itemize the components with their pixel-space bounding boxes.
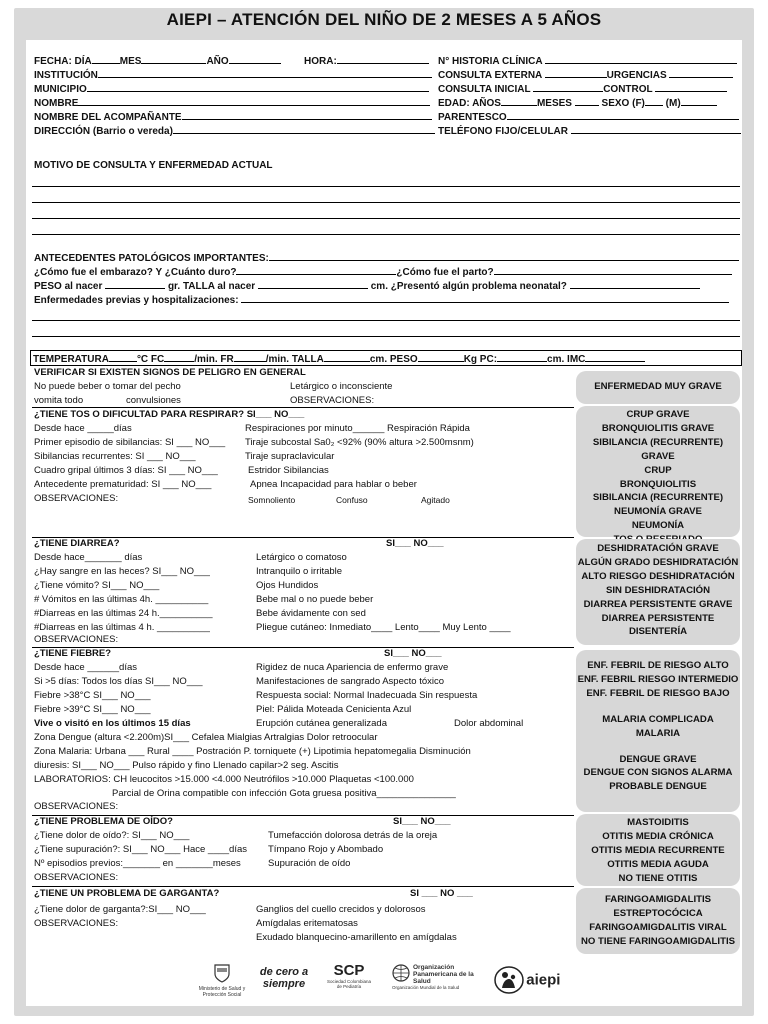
class-item: NO TIENE FARINGOAMIGDALITIS <box>580 935 736 947</box>
scp-logo <box>326 962 372 989</box>
fiebre-row[interactable]: Piel: Pálida Moteada Cenicienta Azul <box>256 704 412 715</box>
peso-field[interactable] <box>418 353 464 362</box>
direccion-field[interactable] <box>173 125 435 134</box>
fiebre-row[interactable]: Fiebre >39°C SI___ NO___ <box>34 704 151 715</box>
class-item: OTITIS MEDIA AGUDA <box>607 858 709 870</box>
diarrea-row[interactable]: Ojos Hundidos <box>256 580 319 591</box>
garganta-row[interactable]: Amígdalas eritematosas <box>256 918 358 929</box>
diarrea-row[interactable]: #Diarreas en las últimas 24 h.__________ <box>34 608 213 619</box>
decero-logo: de cero a siempre <box>259 966 309 990</box>
oido-row[interactable]: ¿Tiene dolor de oído?: SI___ NO___ <box>34 830 190 841</box>
class-diarrea <box>576 539 740 645</box>
talla-nacer-field[interactable] <box>258 280 368 289</box>
class-item: ESTREPTOCÓCICA <box>613 907 703 919</box>
fiebre-row[interactable]: Desde hace ______días <box>34 662 137 673</box>
class-item: NO TIENE OTITIS <box>618 872 698 884</box>
peligro-convulsiones[interactable]: convulsiones <box>126 395 181 406</box>
imc-label: cm. IMC <box>547 354 586 365</box>
urgencias-field[interactable] <box>669 69 733 78</box>
anio-field[interactable] <box>229 55 281 64</box>
class-fiebre <box>576 650 740 812</box>
class-item: OTITIS MEDIA RECURRENTE <box>591 844 725 856</box>
motivo-line-2[interactable] <box>32 202 740 203</box>
telefono-label: TELÉFONO FIJO/CELULAR <box>438 126 568 137</box>
divider <box>32 407 574 408</box>
municipio-label: MUNICIPIO <box>34 84 87 95</box>
class-item: CRUP GRAVE <box>626 409 690 420</box>
fiebre-erupcion[interactable]: Erupción cutánea generalizada <box>256 718 387 729</box>
diarrea-row[interactable]: ¿Hay sangre en las heces? SI___ NO___ <box>34 566 210 577</box>
oido-observaciones: OBSERVACIONES: <box>34 872 119 883</box>
class-item: DENGUE GRAVE <box>619 753 697 765</box>
motivo-line-4[interactable] <box>32 234 740 235</box>
peligro-title: VERIFICAR SI EXISTEN SIGNOS DE PELIGRO EN GENERAL <box>34 367 306 378</box>
peligro-letargico[interactable]: Letárgico o inconsciente <box>290 381 393 392</box>
nombre-group <box>34 97 430 109</box>
embarazo-label: ¿Cómo fue el embarazo? Y ¿Cuánto duro? <box>34 267 237 278</box>
diarrea-observaciones: OBSERVACIONES: <box>34 634 119 645</box>
edad-group <box>438 97 717 109</box>
historia-label: N° HISTORIA CLÍNICA <box>438 56 543 67</box>
respirar-row[interactable]: Tiraje supraclavicular <box>245 451 335 462</box>
oido-title: ¿TIENE PROBLEMA DE OÍDO? <box>34 816 173 827</box>
respirar-row[interactable]: Apnea Incapacidad para hablar o beber <box>250 479 417 490</box>
historia-field[interactable] <box>545 55 737 64</box>
control-field[interactable] <box>655 83 727 92</box>
respirar-row[interactable]: Cuadro gripal últimos 3 días: SI ___ NO___ <box>34 465 218 476</box>
class-item: ALTO RIESGO DESHIDRATACIÓN <box>581 570 735 582</box>
edad-anios-field[interactable] <box>501 97 537 106</box>
class-item: BRONQUIOLITIS <box>619 478 697 490</box>
respirar-row[interactable]: Tiraje subcostal Sa0₂ <92% (90% altura >2.500msnm) <box>245 437 474 448</box>
class-item: MALARIA COMPLICADA <box>602 713 714 725</box>
scp-sub-text: Sociedad Colombiana de Pediatría <box>326 979 372 989</box>
garganta-row[interactable]: ¿Tiene dolor de garganta?:SI___ NO___ <box>34 904 206 915</box>
fc-label: °C FC <box>136 354 165 365</box>
urgencias-label: URGENCIAS <box>606 70 667 81</box>
consulta-externa-group <box>438 69 733 81</box>
acompanante-group <box>34 111 432 123</box>
footer <box>26 960 742 1006</box>
aiepi-logo <box>494 966 580 994</box>
peso-nacer-label: PESO al nacer <box>34 281 103 292</box>
diarrea-row[interactable]: #Diarreas en las últimas 4 h. __________ <box>34 622 210 633</box>
ops-logo <box>392 964 488 990</box>
class-item: MALARIA <box>635 727 681 739</box>
class-item: ENFERMEDAD MUY GRAVE <box>594 381 722 392</box>
class-item: OTITIS MEDIA CRÓNICA <box>602 830 714 842</box>
parentesco-label: PARENTESCO <box>438 112 507 123</box>
diarrea-row[interactable]: # Vómitos en las últimas 4h. __________ <box>34 594 209 605</box>
parentesco-group <box>438 111 739 123</box>
fiebre-row[interactable]: Manifestaciones de sangrado Aspecto tóxico <box>256 676 445 687</box>
neonatal-field[interactable] <box>570 280 700 289</box>
enfermedades-line-2[interactable] <box>32 320 740 321</box>
fiebre-zona-malaria[interactable]: Zona Malaria: Urbana ___ Rural ____ Postración P. torniquete (+) Lipotimia hepatomegalia Disminución <box>34 746 471 757</box>
peligro-no-bebe[interactable]: No puede beber o tomar del pecho <box>34 381 181 392</box>
oido-row[interactable]: Supuración de oído <box>268 858 351 869</box>
peso-nacer-field[interactable] <box>105 280 165 289</box>
fiebre-row[interactable]: Respuesta social: Normal Inadecuada Sin respuesta <box>256 690 478 701</box>
ministerio-text: Ministerio de Salud y Protección Social <box>198 986 246 998</box>
spacer <box>576 701 740 713</box>
hora-field[interactable] <box>337 55 429 64</box>
edad-meses-field[interactable] <box>575 97 599 106</box>
fiebre-dolor-abdominal[interactable]: Dolor abdominal <box>454 718 524 729</box>
class-item: DISENTERÍA <box>628 626 688 638</box>
institucion-label: INSTITUCIÓN <box>34 70 98 81</box>
class-respirar <box>576 406 740 537</box>
fr-label: /min. FR <box>194 354 234 365</box>
institucion-group <box>34 69 432 81</box>
pc-label: Kg PC: <box>463 354 498 365</box>
class-item: DIARREA PERSISTENTE GRAVE <box>583 598 733 610</box>
diarrea-row[interactable]: Desde hace_______ días <box>34 552 143 563</box>
class-item: NEUMONÍA <box>631 520 685 532</box>
class-item: ENF. FEBRIL RIESGO INTERMEDIO <box>577 673 739 685</box>
parentesco-field[interactable] <box>507 111 739 120</box>
respirar-row[interactable]: Sibilancias recurrentes: SI ___ NO___ <box>34 451 196 462</box>
class-item: DESHIDRATACIÓN GRAVE <box>597 543 719 554</box>
sexo-m-label: (M) <box>665 98 681 109</box>
respirar-row[interactable]: Desde hace _____días <box>34 423 132 434</box>
consulta-inicial-field[interactable] <box>533 83 603 92</box>
enfermedades-field[interactable] <box>241 294 729 303</box>
direccion-group <box>34 125 435 137</box>
fiebre-laboratorios[interactable]: LABORATORIOS: CH leucocitos >15.000 <4.000 Neutrófilos >10.000 Plaquetas <100.000 <box>34 774 414 785</box>
peso-group <box>34 280 700 292</box>
oido-row[interactable]: ¿Tiene supuración?: SI___ NO___ Hace ____días <box>34 844 248 855</box>
consulta-externa-field[interactable] <box>545 69 607 78</box>
diarrea-title: ¿TIENE DIARREA? <box>34 538 120 549</box>
diarrea-row[interactable]: Bebe mal o no puede beber <box>256 594 374 605</box>
ops-text: Organización Panamericana de la Salud <box>413 964 474 985</box>
fr-field[interactable] <box>234 353 266 362</box>
vitals-row <box>33 353 645 365</box>
class-item: ENF. FEBRIL DE RIESGO BAJO <box>586 687 730 699</box>
meses-label: MESES <box>536 98 572 109</box>
parto-field[interactable] <box>494 266 732 275</box>
oido-row[interactable]: Nº episodios previos:_______ en _______meses <box>34 858 241 869</box>
diarrea-row[interactable]: Intranquilo o irritable <box>256 566 343 577</box>
divider <box>32 647 574 648</box>
enfermedades-label: Enfermedades previas y hospitalizaciones: <box>34 295 239 306</box>
fiebre-title: ¿TIENE FIEBRE? <box>34 648 112 659</box>
class-item: BRONQUIOLITIS GRAVE <box>601 422 715 434</box>
fiebre-row[interactable]: Si >5 días: Todos los días SI___ NO___ <box>34 676 203 687</box>
class-peligro <box>576 371 740 404</box>
parto-label: ¿Cómo fue el parto? <box>396 267 494 278</box>
consulta-inicial-group <box>438 83 727 95</box>
talla-nacer-label: gr. TALLA al nacer <box>167 281 256 292</box>
embarazo-field[interactable] <box>236 266 396 275</box>
fiebre-vive-visito: Vive o visitó en los últimos 15 días <box>34 718 191 729</box>
class-item: DIARREA PERSISTENTE <box>601 612 715 624</box>
direccion-label: DIRECCIÓN (Barrio o vereda) <box>34 126 173 137</box>
respirar-observaciones: OBSERVACIONES: <box>34 493 119 504</box>
acompanante-field[interactable] <box>182 111 432 120</box>
respirar-agitado[interactable]: Agitado <box>421 495 450 505</box>
nombre-field[interactable] <box>78 97 430 106</box>
talla-label: /min. TALLA <box>265 354 324 365</box>
ministerio-logo <box>192 962 252 998</box>
coat-of-arms-icon <box>211 962 233 984</box>
neonatal-label: cm. ¿Presentó algún problema neonatal? <box>370 281 567 292</box>
motivo-line-3[interactable] <box>32 218 740 219</box>
anio-label: AÑO <box>206 56 229 67</box>
temp-field[interactable] <box>109 353 137 362</box>
embarazo-group <box>34 266 732 278</box>
municipio-group <box>34 83 429 95</box>
peligro-vomita[interactable]: vomita todo <box>34 395 84 406</box>
motivo-label: MOTIVO DE CONSULTA Y ENFERMEDAD ACTUAL <box>34 160 273 171</box>
fiebre-orina[interactable]: Parcial de Orina compatible con infección Gota gruesa positiva_______________ <box>112 788 456 799</box>
scp-text: SCP <box>333 962 365 979</box>
edad-label: EDAD: AÑOS <box>438 98 501 109</box>
garganta-observaciones: OBSERVACIONES: <box>34 918 119 929</box>
historia-group <box>438 55 737 67</box>
garganta-title: ¿TIENE UN PROBLEMA DE GARGANTA? <box>34 888 220 899</box>
peligro-observaciones: OBSERVACIONES: <box>290 395 375 406</box>
fc-field[interactable] <box>164 353 194 362</box>
antecedentes-field[interactable] <box>269 252 739 261</box>
enfermedades-line-3[interactable] <box>32 336 740 337</box>
municipio-field[interactable] <box>87 83 429 92</box>
institucion-field[interactable] <box>98 69 432 78</box>
consulta-inicial-label: CONSULTA INICIAL <box>438 84 531 95</box>
hora-group <box>304 55 429 67</box>
class-item: ENF. FEBRIL DE RIESGO ALTO <box>587 660 729 671</box>
hora-label: HORA: <box>304 56 337 67</box>
respirar-row[interactable]: Respiraciones por minuto______ Respiración Rápida <box>245 423 470 434</box>
class-oido <box>576 814 740 886</box>
talla-field[interactable] <box>324 353 370 362</box>
garganta-row[interactable]: Ganglios del cuello crecidos y dolorosos <box>256 904 426 915</box>
telefono-group <box>438 125 741 137</box>
fiebre-row[interactable]: Fiebre >38°C SI___ NO___ <box>34 690 151 701</box>
fiebre-diuresis[interactable]: diuresis: SI___ NO___ Pulso rápido y fino Llenado capilar>2 seg. Ascitis <box>34 760 339 771</box>
fiebre-si-no[interactable]: SI___ NO___ <box>384 648 442 659</box>
imc-field[interactable] <box>585 353 645 362</box>
aiepi-text: aiepi <box>526 971 561 989</box>
garganta-si-no[interactable]: SI ___ NO ___ <box>410 888 473 899</box>
antecedentes-group <box>34 252 739 264</box>
class-item: MASTOIDITIS <box>627 817 689 828</box>
garganta-row[interactable]: Exudado blanquecino-amarillento en amígdalas <box>256 932 457 943</box>
fiebre-zona-dengue[interactable]: Zona Dengue (altura <2.200m)SI___ Cefalea Mialgias Artralgias Dolor retroocular <box>34 732 378 743</box>
sexo-f-label: SEXO (F) <box>601 98 645 109</box>
mes-label: MES <box>119 56 142 67</box>
fiebre-row[interactable]: Rigidez de nuca Apariencia de enfermo grave <box>256 662 449 673</box>
respirar-row[interactable]: Antecedente prematuridad: SI ___ NO___ <box>34 479 212 490</box>
oido-row[interactable]: Tímpano Rojo y Abombado <box>268 844 384 855</box>
spacer <box>576 741 740 753</box>
class-item: SIBILANCIA (RECURRENTE) <box>592 492 724 504</box>
header-row-1 <box>34 55 281 67</box>
sexo-m-field[interactable] <box>681 97 717 106</box>
enfermedades-group <box>34 294 729 306</box>
respirar-somnoliento[interactable]: Somnoliento <box>248 495 296 505</box>
antecedentes-label: ANTECEDENTES PATOLÓGICOS IMPORTANTES: <box>34 253 269 264</box>
class-garganta <box>576 888 740 954</box>
class-item: PROBABLE DENGUE <box>609 781 707 793</box>
fiebre-observaciones: OBSERVACIONES: <box>34 801 119 812</box>
oido-si-no[interactable]: SI___ NO___ <box>393 816 451 827</box>
respirar-row[interactable]: Primer episodio de sibilancias: SI ___ NO___ <box>34 437 226 448</box>
control-label: CONTROL <box>603 84 653 95</box>
class-item: SIN DESHIDRATACIÓN <box>605 584 711 596</box>
oido-row[interactable]: Tumefacción dolorosa detrás de la oreja <box>268 830 438 841</box>
temp-label: TEMPERATURA <box>33 354 109 365</box>
motivo-line-1[interactable] <box>32 186 740 187</box>
diarrea-si-no[interactable]: SI___ NO___ <box>386 538 444 549</box>
diarrea-row[interactable]: Pliegue cutáneo: Inmediato____ Lento____ Muy Lento ____ <box>256 622 511 633</box>
class-item: FARINGOAMIGDALITIS <box>604 894 712 905</box>
class-item: SIBILANCIA (RECURRENTE) GRAVE <box>592 436 724 462</box>
class-item: FARINGOAMIGDALITIS VIRAL <box>589 921 727 933</box>
class-item: DENGUE CON SIGNOS ALARMA <box>583 767 733 779</box>
fecha-dia-field[interactable] <box>92 55 120 64</box>
page-title: AIEPI – ATENCIÓN DEL NIÑO DE 2 MESES A 5 AÑOS <box>166 10 602 29</box>
respirar-confuso[interactable]: Confuso <box>336 495 368 505</box>
mes-field[interactable] <box>141 55 206 64</box>
globe-icon <box>392 964 410 982</box>
consulta-externa-label: CONSULTA EXTERNA <box>438 70 542 81</box>
diarrea-row[interactable]: ¿Tiene vómito? SI___ NO___ <box>34 580 160 591</box>
peso-label: cm. PESO <box>369 354 418 365</box>
fecha-dia-label: FECHA: DÍA <box>34 56 92 67</box>
diarrea-row[interactable]: Letárgico o comatoso <box>256 552 347 563</box>
respirar-row[interactable]: Estridor Sibilancias <box>248 465 329 476</box>
pc-field[interactable] <box>497 353 547 362</box>
nombre-label: NOMBRE <box>34 98 79 109</box>
class-item: ALGÚN GRADO DESHIDRATACIÓN <box>577 556 739 568</box>
oms-text: Organización Mundial de la Salud <box>392 985 460 990</box>
family-icon <box>494 966 524 994</box>
class-item: NEUMONÍA GRAVE <box>614 506 702 518</box>
sexo-f-field[interactable] <box>645 97 663 106</box>
respirar-title: ¿TIENE TOS O DIFICULTAD PARA RESPIRAR? SI___ NO___ <box>34 409 305 420</box>
class-item: CRUP <box>644 464 672 476</box>
telefono-field[interactable] <box>571 125 741 134</box>
acompanante-label: NOMBRE DEL ACOMPAÑANTE <box>34 112 182 123</box>
divider <box>32 886 574 887</box>
diarrea-row[interactable]: Bebe ávidamente con sed <box>256 608 366 619</box>
